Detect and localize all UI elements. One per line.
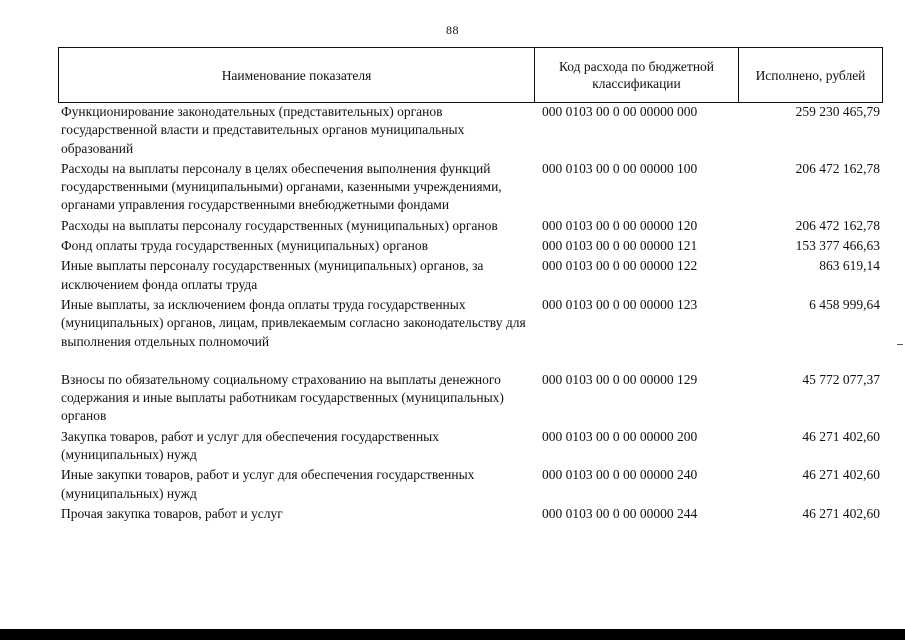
row-sum: 46 271 402,60 [802, 467, 880, 483]
row-name: Расходы на выплаты персоналу в целях обеспечения выполнения функций государственными (муниципальными) органами, казенными учреждениями, органами управления государственными внебюджетными фондами [61, 160, 502, 213]
row-code: 000 0103 00 0 00 00000 121 [542, 238, 698, 254]
page-number: 88 [446, 23, 459, 37]
table-row [58, 371, 883, 426]
row-name: Иные закупки товаров, работ и услуг для обеспечения государственных (муниципальных) нужд [61, 467, 475, 501]
table-row [58, 428, 883, 465]
margin-scan-mark [897, 344, 903, 345]
header-sum-column: Исполнено, рублей [738, 48, 882, 102]
row-sum: 259 230 465,79 [795, 104, 880, 119]
row-name: Иные выплаты персоналу государственных (муниципальных) органов, за исключением фонда оплаты труда [61, 258, 484, 292]
row-code: 000 0103 00 0 00 00000 120 [542, 217, 698, 233]
table-row [58, 237, 883, 255]
row-sum: 45 772 077,37 [802, 371, 880, 387]
row-code: 000 0103 00 0 00 00000 244 [542, 505, 698, 521]
row-name: Фонд оплаты труда государственных (муниципальных) органов [61, 238, 428, 254]
row-sum: 6 458 999,64 [809, 296, 880, 312]
row-name: Иные выплаты, за исключением фонда оплаты труда государственных (муниципальных) органов, лицам, привлекаемым согласно законодательству для выполнения отдельных полномочий [61, 296, 526, 349]
table-row [58, 257, 883, 294]
row-name: Закупка товаров, работ и услуг для обеспечения государственных (муниципальных) нужд [61, 428, 440, 463]
row-code: 000 0103 00 0 00 00000 240 [542, 467, 698, 483]
row-name: Прочая закупка товаров, работ и услуг [61, 505, 283, 521]
row-code: 000 0103 00 0 00 00000 129 [542, 371, 698, 387]
header-code-column: Код расхода по бюджетной классификации [534, 48, 738, 102]
row-sum: 206 472 162,78 [795, 160, 880, 176]
header-name-column: Наименование показателя [221, 67, 372, 83]
row-sum: 206 472 162,78 [795, 217, 880, 233]
row-sum: 46 271 402,60 [802, 428, 880, 444]
row-sum: 46 271 402,60 [802, 505, 880, 521]
table-row [58, 103, 883, 158]
table-row [58, 296, 883, 351]
row-code: 000 0103 00 0 00 00000 122 [542, 258, 698, 274]
row-name: Функционирование законодательных (представительных) органов государственной власти и представительных органов муниципальных образований [61, 104, 465, 156]
table-body [58, 103, 883, 523]
row-sum: 863 619,14 [819, 258, 880, 274]
row-code: 000 0103 00 0 00 00000 123 [542, 296, 698, 312]
row-name: Взносы по обязательному социальному страхованию на выплаты денежного содержания и иные выплаты работникам государственных (муниципальных) органов [61, 371, 504, 424]
table-row [58, 160, 883, 215]
row-code: 000 0103 00 0 00 00000 100 [542, 160, 698, 176]
table-header [58, 47, 883, 103]
table-row [58, 466, 883, 503]
row-sum: 153 377 466,63 [795, 238, 880, 254]
row-code: 000 0103 00 0 00 00000 200 [542, 428, 698, 444]
row-name: Расходы на выплаты персоналу государственных (муниципальных) органов [61, 217, 498, 233]
page-bottom-edge [0, 629, 905, 640]
row-code: 000 0103 00 0 00 00000 000 [542, 104, 698, 119]
table-row [58, 505, 883, 523]
table-row [58, 217, 883, 235]
